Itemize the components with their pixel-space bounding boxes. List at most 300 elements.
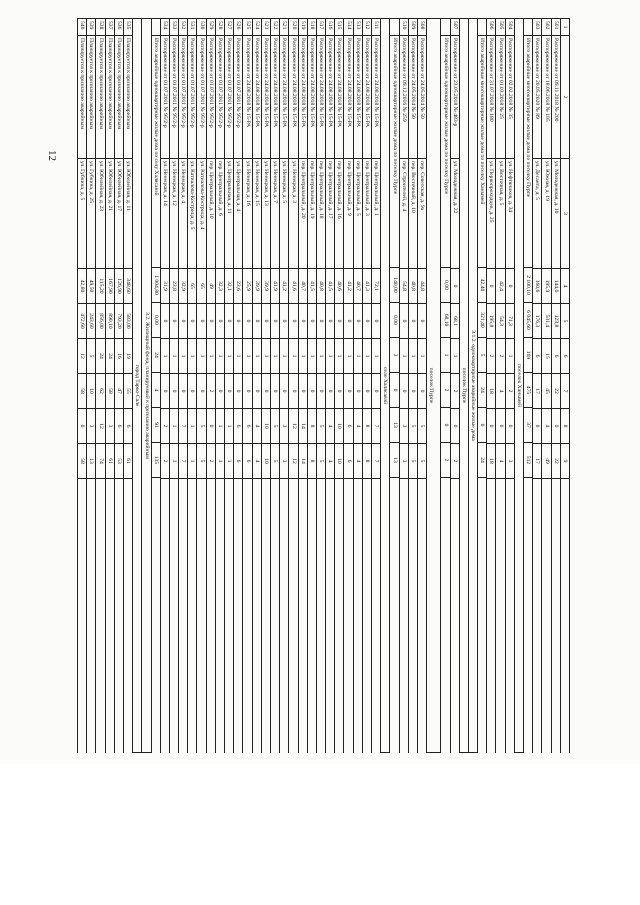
value-cell: 0: [418, 304, 426, 339]
address-cell: пер. Центральный, д. 6: [216, 159, 224, 269]
address-cell: ул. Десанта, д. 5: [533, 159, 541, 269]
value-cell: 1: [317, 339, 325, 374]
value-cell: 243,60: [87, 304, 95, 339]
value-cell: 1: [253, 339, 261, 374]
total-value: 2 100,10: [524, 268, 532, 303]
total-value: 24: [478, 443, 486, 478]
value-cell: 126,90: [115, 269, 123, 304]
row-number: 530: [198, 18, 206, 36]
row-number: 525: [243, 18, 251, 36]
total-value: 24: [478, 373, 486, 408]
value-cell: 65: [198, 269, 206, 304]
value-cell: 5: [271, 444, 279, 479]
value-cell: 10: [335, 444, 343, 479]
table-row: [362, 18, 371, 753]
value-cell: 793,20: [115, 304, 123, 339]
value-cell: 4: [354, 409, 362, 444]
value-cell: 1: [216, 409, 224, 444]
address-cell: ул. Молодежная, д. 10: [552, 159, 560, 269]
document-cell: Планируется к признанию аварийным: [124, 36, 132, 159]
value-cell: 18: [487, 444, 495, 479]
total-value: 0,00: [390, 303, 398, 338]
value-cell: 176,3: [533, 304, 541, 339]
value-cell: 4: [354, 444, 362, 479]
value-cell: 0: [400, 374, 408, 409]
table-row: [86, 18, 95, 753]
value-cell: 1: [170, 339, 178, 374]
value-cell: 4: [253, 444, 261, 479]
total-value: 475: [524, 373, 532, 408]
address-cell: пер. Центральный, д. 20: [299, 159, 307, 269]
row-number: 528: [216, 18, 224, 36]
total-value: 42,40: [478, 268, 486, 303]
row-number: 534: [161, 18, 169, 36]
value-cell: 61: [124, 444, 132, 479]
header-cell: 4: [561, 269, 569, 304]
document-cell: Распоряжение от 01.07.2011 № 95/2-р: [170, 36, 178, 159]
value-cell: 40,7: [299, 269, 307, 304]
total-value: 1 004,80: [152, 268, 160, 303]
value-cell: 0: [487, 409, 495, 444]
value-cell: 6: [345, 444, 353, 479]
value-cell: 1: [345, 339, 353, 374]
value-cell: 0: [262, 374, 270, 409]
value-cell: 0: [188, 374, 196, 409]
document-cell: Распоряжение от 01.07.2011 № 95/2-р: [225, 36, 233, 159]
table-row: [261, 18, 270, 753]
row-number: 531: [188, 18, 196, 36]
value-cell: 144,6: [552, 269, 560, 304]
document-cell: Распоряжение от 01.03.2018 № 25: [497, 36, 505, 159]
housing-table: [77, 18, 570, 753]
address-cell: ул. Ненецкая, д. 12: [170, 159, 178, 269]
document-cell: Распоряжение от 24.08.2018 № 15-РА: [354, 36, 362, 159]
total-value: 1: [441, 338, 449, 373]
row-number: 503: [533, 18, 541, 36]
value-cell: 41,2: [345, 269, 353, 304]
value-cell: 1: [308, 339, 316, 374]
value-cell: 0: [234, 304, 242, 339]
value-cell: 54,8: [400, 269, 408, 304]
address-cell: ул. Юбилейная, д. 17: [115, 159, 123, 269]
value-cell: 0: [354, 304, 362, 339]
value-cell: 32,3: [216, 269, 224, 304]
value-cell: 42,80: [78, 269, 86, 304]
value-cell: 23,6: [234, 269, 242, 304]
section-heading: поселок Пурпе: [460, 367, 467, 404]
value-cell: 0: [179, 304, 187, 339]
table-row: [187, 18, 196, 753]
value-cell: 0: [533, 409, 541, 444]
row-number: 506: [487, 18, 495, 36]
value-cell: 5: [418, 409, 426, 444]
value-cell: 47: [115, 374, 123, 409]
header-cell: 7: [561, 374, 569, 409]
document-cell: Распоряжение от 09.11.2018 № 200: [552, 36, 560, 159]
address-cell: ул. Ненецкая, д. 4: [179, 159, 187, 269]
total-value: 3: [390, 338, 398, 373]
value-cell: 0: [451, 269, 459, 304]
document-cell: Распоряжение от 23.05.2018 № 483-р: [451, 36, 459, 159]
value-cell: 6: [243, 444, 251, 479]
value-cell: 18: [487, 374, 495, 409]
value-cell: 71,3: [506, 304, 514, 339]
value-cell: 31,9: [161, 269, 169, 304]
value-cell: 0: [289, 304, 297, 339]
row-number: [524, 18, 532, 36]
address-cell: пер. Центральный, д. 10: [207, 159, 215, 269]
row-number: 527: [225, 18, 233, 36]
document-cell: Распоряжение от 24.08.2018 № 15-РА: [317, 36, 325, 159]
table-row: [353, 18, 362, 753]
value-cell: 0: [345, 374, 353, 409]
row-number: 515: [335, 18, 343, 36]
value-cell: 10: [262, 444, 270, 479]
row-number: 540: [78, 18, 86, 36]
row-number: 502: [542, 18, 550, 36]
total-value: 321,40: [478, 303, 486, 338]
value-cell: 5: [271, 409, 279, 444]
row-number: 519: [299, 18, 307, 36]
value-cell: 15: [542, 339, 550, 374]
value-cell: 1: [271, 339, 279, 374]
value-cell: 72,1: [372, 269, 380, 304]
section-heading: поселок Пурпе: [428, 367, 435, 404]
document-cell: Распоряжение от 09.12.2016 № 259: [400, 36, 408, 159]
section-heading-row: [132, 18, 141, 753]
value-cell: 41,3: [363, 269, 371, 304]
value-cell: 160,6: [533, 269, 541, 304]
row-number: 505: [497, 18, 505, 36]
value-cell: 1: [225, 444, 233, 479]
document-cell: Распоряжение от 24.08.2018 № 15-РА: [289, 36, 297, 159]
table-row: [298, 18, 307, 753]
total-label: Итого аварийные одноквартирные жилые дома по селу Халясавэй: [152, 36, 160, 268]
value-cell: 0: [271, 374, 279, 409]
document-cell: Распоряжение от 01.07.2011 № 95/2-р: [198, 36, 206, 159]
value-cell: 17: [533, 444, 541, 479]
address-cell: пер. Советская, д. 9а: [418, 159, 426, 269]
header-cell: 5: [561, 304, 569, 339]
document-cell: Распоряжение от 24.08.2018 № 15-РА: [363, 36, 371, 159]
document-cell: Распоряжение от 31.07.2018 № 180: [487, 36, 495, 159]
row-number: [441, 18, 449, 36]
value-cell: 4: [542, 409, 550, 444]
table-row: [417, 18, 426, 753]
address-cell: пер. Восточный, д. 10: [409, 159, 417, 269]
value-cell: 58: [106, 374, 114, 409]
document-cell: Распоряжение от 24.08.2018 № 15-РА: [326, 36, 334, 159]
value-cell: 583,00: [124, 304, 132, 339]
table-row: [233, 18, 242, 753]
total-label: Итого аварийные одноквартирные жилые дома по поселку Пурпе: [441, 36, 449, 268]
value-cell: 5: [418, 444, 426, 479]
row-number: 510: [400, 18, 408, 36]
address-cell: ул. Губкина, д. 25: [87, 159, 95, 269]
value-cell: 41,9: [271, 269, 279, 304]
section-heading: поселок Ханымей: [516, 364, 523, 407]
value-cell: 167,90: [106, 269, 114, 304]
document-cell: Распоряжение от 24.08.2018 № 15-РА: [271, 36, 279, 159]
row-number: [152, 18, 160, 36]
table-row: [270, 18, 279, 753]
header-cell: 6: [561, 339, 569, 374]
value-cell: 8: [308, 409, 316, 444]
document-cell: Распоряжение от 01.07.2011 № 95/2-р: [216, 36, 224, 159]
document-cell: Распоряжение от 24.05.2014 № 50: [418, 36, 426, 159]
value-cell: 44,8: [418, 269, 426, 304]
value-cell: 10: [335, 409, 343, 444]
value-cell: 74: [96, 444, 104, 479]
value-cell: 1: [299, 339, 307, 374]
value-cell: 2: [207, 444, 215, 479]
value-cell: 1: [225, 409, 233, 444]
header-cell: 2: [561, 36, 569, 159]
value-cell: 5: [409, 444, 417, 479]
value-cell: 8: [363, 409, 371, 444]
table-row: [169, 18, 178, 753]
value-cell: 3: [280, 444, 288, 479]
value-cell: 1: [262, 339, 270, 374]
value-cell: 0: [216, 374, 224, 409]
value-cell: 4: [497, 374, 505, 409]
section-heading-row: [380, 18, 389, 753]
table-spacer: [435, 18, 440, 753]
total-row: [389, 18, 398, 753]
value-cell: 45: [542, 374, 550, 409]
value-cell: 0: [289, 374, 297, 409]
value-cell: 8: [308, 444, 316, 479]
document-cell: Распоряжение от 24.08.2018 № 15-РА: [280, 36, 288, 159]
value-cell: 40,8: [409, 269, 417, 304]
value-cell: 1: [188, 409, 196, 444]
value-cell: 1: [243, 339, 251, 374]
row-number: 520: [289, 18, 297, 36]
value-cell: 0: [308, 374, 316, 409]
section-heading-row: [459, 18, 468, 753]
total-value: 5: [478, 338, 486, 373]
row-number: 532: [179, 18, 187, 36]
document-cell: Планируется к признанию аварийным: [115, 36, 123, 159]
value-cell: 0: [188, 304, 196, 339]
section-heading: село Халясавэй: [382, 366, 389, 405]
value-cell: 4: [253, 409, 261, 444]
table-row: [252, 18, 261, 753]
value-cell: 531,4: [542, 304, 550, 339]
value-cell: 0: [299, 374, 307, 409]
value-cell: 58: [78, 444, 86, 479]
document-cell: Распоряжение от 24.08.2018 № 15-РА: [243, 36, 251, 159]
value-cell: 0: [253, 304, 261, 339]
total-value: 24: [152, 338, 160, 373]
table-row: [371, 18, 380, 753]
value-cell: 5: [317, 409, 325, 444]
table-row: [551, 18, 560, 753]
value-cell: 123,8: [552, 304, 560, 339]
section-heading: 3.2. Жилищный фонд, планируемый к признанию аварийным: [143, 312, 150, 459]
value-cell: 12: [289, 409, 297, 444]
value-cell: 49,50: [87, 269, 95, 304]
value-cell: 890,10: [106, 304, 114, 339]
table-row: [178, 18, 187, 753]
value-cell: 1: [280, 339, 288, 374]
document-cell: Распоряжение от 18.06.2018 № 105: [542, 36, 550, 159]
total-row: [151, 18, 160, 753]
table-row: [215, 18, 224, 753]
page-margin: [0, 763, 640, 905]
value-cell: 7: [372, 444, 380, 479]
value-cell: 0: [372, 374, 380, 409]
value-cell: 6: [234, 409, 242, 444]
value-cell: 23,8: [170, 269, 178, 304]
total-value: 140,00: [390, 268, 398, 303]
value-cell: 40,6: [335, 269, 343, 304]
value-cell: 0: [451, 409, 459, 444]
document-cell: Распоряжение от 24.08.2018 № 15-РА: [372, 36, 380, 159]
value-cell: 0: [198, 304, 206, 339]
value-cell: 0: [308, 304, 316, 339]
value-cell: 1: [354, 339, 362, 374]
row-number: 511: [372, 18, 380, 36]
value-cell: 3: [106, 409, 114, 444]
address-cell: пер. Строителей, д. 4: [400, 159, 408, 269]
value-cell: 1: [451, 339, 459, 374]
address-cell: ул. Восточная, д. 5: [497, 159, 505, 269]
row-number: 517: [317, 18, 325, 36]
section-heading: 3.1.2. одноквартирные аварийные жилые дома: [470, 330, 477, 441]
total-value: 4: [152, 373, 160, 408]
row-number: 501: [552, 18, 560, 36]
value-cell: 856,00: [96, 304, 104, 339]
value-cell: 0: [354, 374, 362, 409]
address-cell: ул. Губкина, д. 5: [78, 159, 86, 269]
value-cell: 2: [506, 374, 514, 409]
value-cell: 0: [299, 304, 307, 339]
value-cell: 10: [262, 409, 270, 444]
row-number: 536: [115, 18, 123, 36]
value-cell: 1: [400, 339, 408, 374]
total-value: 0,00: [152, 303, 160, 338]
value-cell: 12: [289, 444, 297, 479]
header-cell: 3: [561, 159, 569, 269]
value-cell: 0: [225, 374, 233, 409]
value-cell: 1: [188, 339, 196, 374]
value-cell: 4: [497, 444, 505, 479]
value-cell: 1: [161, 339, 169, 374]
value-cell: 3: [400, 409, 408, 444]
value-cell: 1: [234, 339, 242, 374]
address-cell: ул. Южная, д. 19: [542, 159, 550, 269]
value-cell: 25,9: [243, 269, 251, 304]
value-cell: 54,3: [497, 304, 505, 339]
total-value: 0: [390, 373, 398, 408]
document-cell: Распоряжение от 24.08.2018 № 15-РА: [299, 36, 307, 159]
value-cell: 0: [207, 409, 215, 444]
section-heading-row: [514, 18, 523, 753]
table-row: [334, 18, 343, 753]
total-row: [440, 18, 449, 753]
value-cell: 61: [106, 444, 114, 479]
address-cell: ул. Ненецкая, д. 13: [262, 159, 270, 269]
table-row: [532, 18, 541, 753]
value-cell: 6: [552, 339, 560, 374]
value-cell: 3: [87, 409, 95, 444]
value-cell: 0: [161, 374, 169, 409]
value-cell: 3: [506, 444, 514, 479]
table-header-row: [560, 18, 570, 753]
total-label: Итого аварийные одноквартирные жилые дома по поселку Пурпе: [390, 36, 398, 268]
value-cell: 1: [198, 339, 206, 374]
header-cell: 8: [561, 409, 569, 444]
table-row: [325, 18, 334, 753]
document-cell: Распоряжение от 01.07.2011 № 95/2-р: [188, 36, 196, 159]
table-row: [288, 18, 297, 753]
value-cell: 0: [326, 374, 334, 409]
value-cell: 0: [552, 409, 560, 444]
table-row: [279, 18, 288, 753]
table-row: [486, 18, 495, 753]
value-cell: 0: [345, 304, 353, 339]
address-cell: ул. Юбилейная, д. 23: [96, 159, 104, 269]
table-row: [307, 18, 316, 753]
document-cell: Планируется к признанию аварийным: [78, 36, 86, 159]
address-cell: ул. Ненецкая, д. 3: [289, 159, 297, 269]
row-number: 524: [253, 18, 261, 36]
document-cell: Распоряжение от 02.02.2018 № 35: [506, 36, 514, 159]
value-cell: 32,9: [179, 269, 187, 304]
value-cell: 5: [317, 444, 325, 479]
value-cell: 53: [115, 444, 123, 479]
table-row: [316, 18, 325, 753]
document-cell: Распоряжение от 24.08.2018 № 15-РА: [335, 36, 343, 159]
table-row: [114, 18, 123, 753]
value-cell: 0: [225, 304, 233, 339]
document-cell: Распоряжение от 01.07.2011 № 95/2-р: [234, 36, 242, 159]
value-cell: 195,8: [487, 304, 495, 339]
document-cell: Планируется к признанию аварийным: [96, 36, 104, 159]
value-cell: 348,60: [124, 269, 132, 304]
document-cell: Распоряжение от 01.07.2011 № 95/2-р: [179, 36, 187, 159]
table-row: [344, 18, 353, 753]
row-number: 516: [326, 18, 334, 36]
table-row: [105, 18, 114, 753]
value-cell: 0: [497, 409, 505, 444]
total-value: 0,00: [441, 268, 449, 303]
value-cell: 1: [216, 339, 224, 374]
value-cell: 0: [487, 269, 495, 304]
total-value: 512: [524, 443, 532, 478]
total-value: 13: [390, 408, 398, 443]
address-cell: ул. Молодежная, д. 22: [451, 159, 459, 269]
address-cell: ул. Первопроходцев, д. 25: [487, 159, 495, 269]
value-cell: 2: [161, 444, 169, 479]
row-number: 523: [262, 18, 270, 36]
total-value: 2: [441, 373, 449, 408]
value-cell: 42,4: [497, 269, 505, 304]
row-number: 512: [363, 18, 371, 36]
value-cell: 13: [87, 444, 95, 479]
value-cell: 1: [506, 339, 514, 374]
address-cell: ул. Центральная, д. 11: [225, 159, 233, 269]
value-cell: 1: [289, 339, 297, 374]
value-cell: 1: [170, 409, 178, 444]
section-heading-row: [141, 18, 150, 753]
value-cell: 115,20: [96, 269, 104, 304]
value-cell: 2: [451, 374, 459, 409]
address-cell: пер. Центральный, д. 1: [372, 159, 380, 269]
address-cell: ул. Катиалова-Кострица, д. 4: [198, 159, 206, 269]
value-cell: 0: [409, 304, 417, 339]
